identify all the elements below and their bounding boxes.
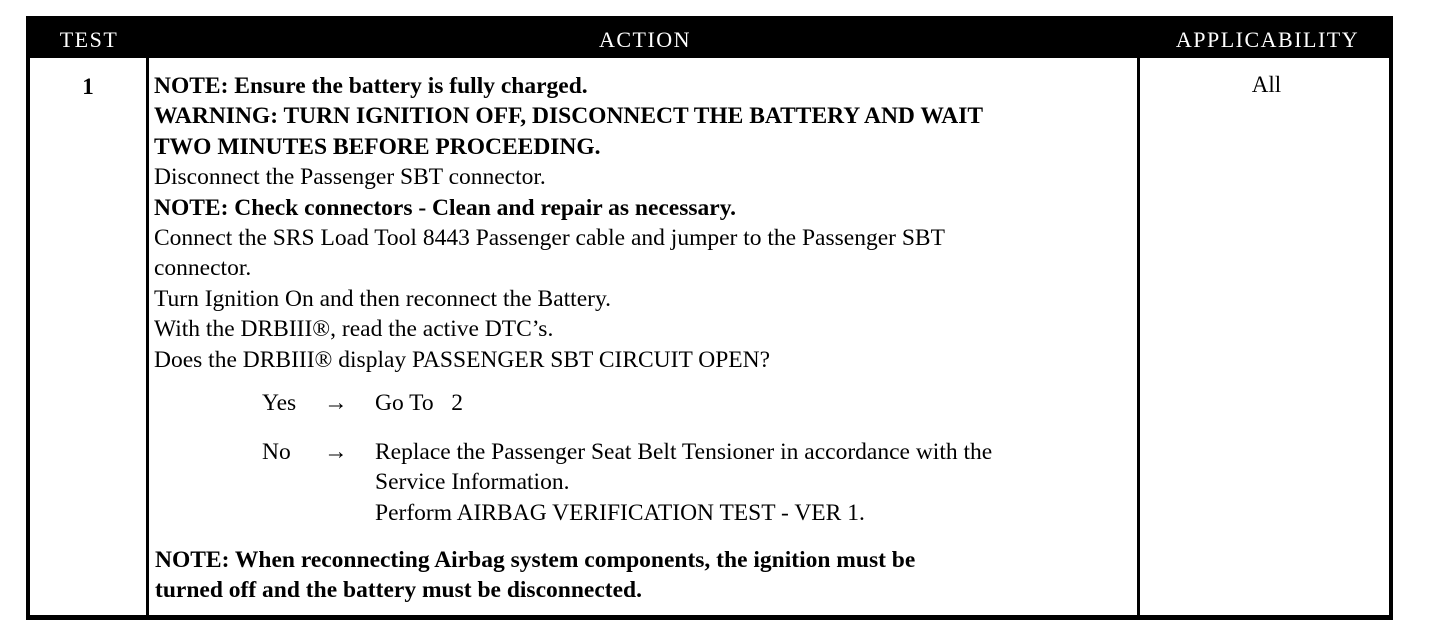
connectors-note: NOTE: Check connectors - Clean and repair as necessary. (154, 194, 737, 221)
no-label: No (262, 439, 291, 465)
no-action-line-1: Replace the Passenger Seat Belt Tensioner in accordance with the (375, 439, 993, 465)
header-test: TEST (59, 27, 119, 52)
no-action-lines (375, 437, 992, 528)
table-header (30, 20, 1389, 58)
connect-step-line-2: connector. (154, 255, 252, 282)
yes-response (262, 388, 762, 419)
right-arrow-icon: → (324, 390, 348, 416)
yes-goto: Go To 2 (375, 390, 464, 416)
read-dtc-step: With the DRBIII®, read the active DTC’s. (154, 316, 554, 343)
reconnect-note-line-1: NOTE: When reconnecting Airbag system components, the ignition must be (155, 547, 916, 573)
disconnect-step: Disconnect the Passenger SBT connector. (154, 164, 546, 191)
column-divider (146, 58, 149, 615)
yes-label: Yes (262, 390, 297, 416)
header-action: ACTION (598, 27, 692, 52)
no-action-line-2: Service Information. (375, 469, 570, 496)
question-line: Does the DRBIII® display PASSENGER SBT CIRCUIT OPEN? (154, 346, 771, 373)
connect-step-line-1: Connect the SRS Load Tool 8443 Passenger cable and jumper to the Passenger SBT (154, 225, 945, 252)
ignition-step: Turn Ignition On and then reconnect the Battery. (154, 285, 612, 312)
test-number: 1 (82, 74, 94, 99)
applicability-value: All (1251, 72, 1282, 97)
action-steps (154, 71, 1139, 375)
header-applicability: APPLICABILITY (1175, 27, 1360, 52)
no-response (262, 437, 1162, 529)
reconnect-note-line-2: turned off and the battery must be disconnected. (155, 577, 642, 604)
diagnostic-test-table (26, 16, 1393, 620)
battery-note: NOTE: Ensure the battery is fully charged. (154, 73, 588, 99)
no-action-line-3: Perform AIRBAG VERIFICATION TEST - VER 1. (375, 499, 865, 526)
reconnect-note (155, 545, 915, 606)
right-arrow-icon: → (324, 439, 348, 465)
warning-line-1: WARNING: TURN IGNITION OFF, DISCONNECT THE BATTERY AND WAIT (154, 103, 984, 130)
warning-line-2: TWO MINUTES BEFORE PROCEEDING. (154, 133, 601, 160)
